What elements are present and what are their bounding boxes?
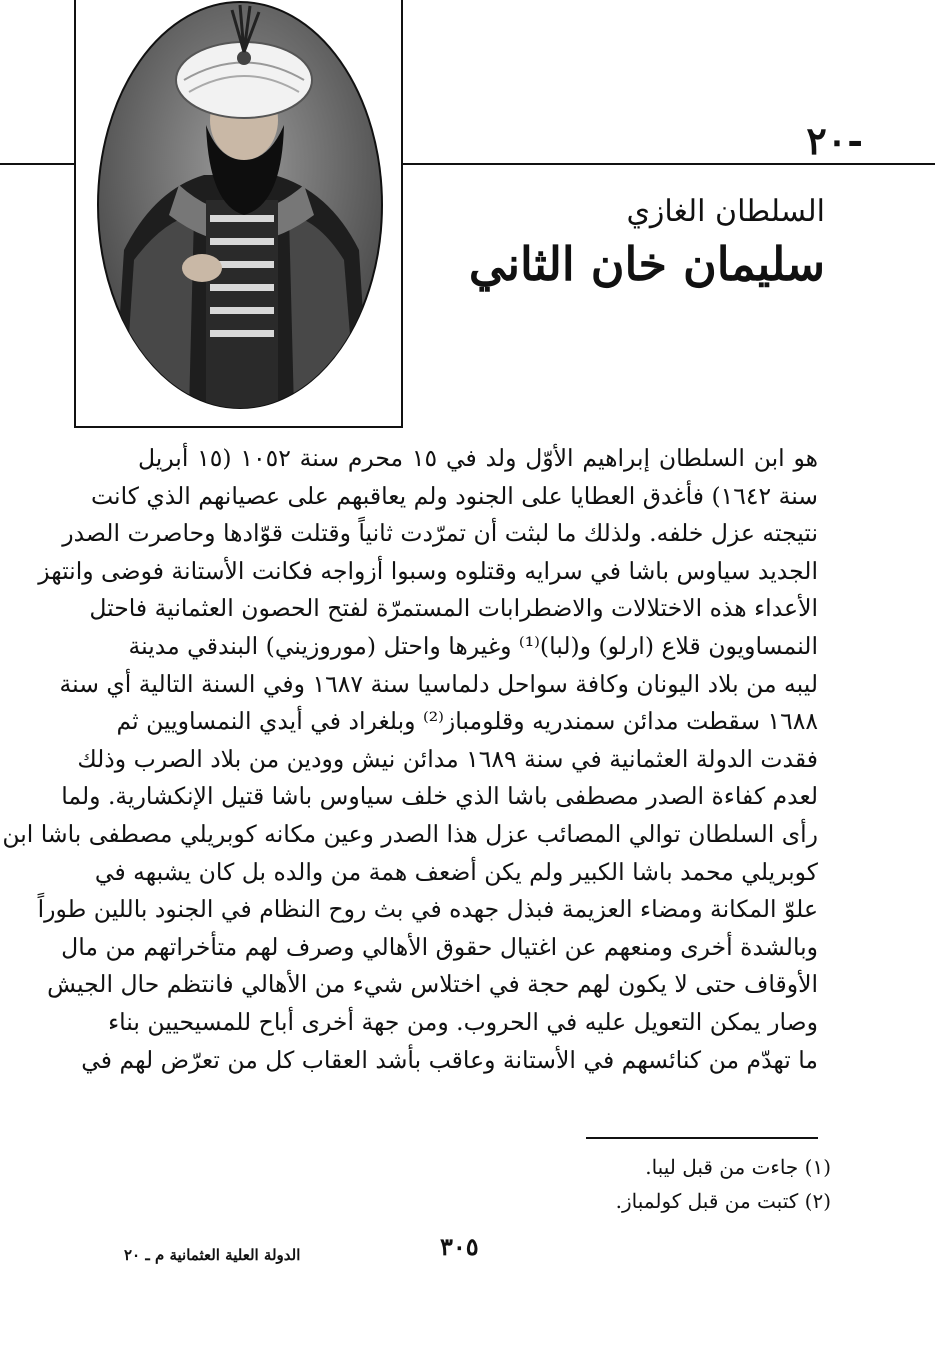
body-line: كوبريلي محمد باشا الكبير ولم يكن أضعف همة من والده بل كان يشبهه في [94,857,818,886]
title-line-1: السلطان الغازي [626,194,825,229]
body-line: وبالشدة أخرى ومنعهم عن اغتيال حقوق الأهالي وصرف لهم متأخراتهم من مال [61,932,818,961]
portrait-frame [74,0,403,428]
body-line: هو ابن السلطان إبراهيم الأوّل ولد في ١٥ محرم سنة ١٠٥٢ (١٥ أبريل [138,444,819,472]
header-rule-right [403,163,935,165]
footnotes [616,1150,831,1218]
chapter-number: -٢٠ [806,118,863,163]
body-line: نتيجته عزل خلفه. ولذلك ما لبثت أن تمرّدت ثانياً وقتلت قوّادها وحاصرت الصدر [62,519,818,548]
body-line: ما تهدّم من كنائسهم في الأستانة وعاقب بأشد العقاب كل من تعرّض لهم في [81,1045,818,1074]
title-line-2: سليمان خان الثاني [468,237,825,291]
body-line: وصار يمكن التعويل عليه في الحروب. ومن جهة أخرى أباح للمسيحيين بناء [108,1007,818,1036]
body-line: الجديد سياوس باشا في سرايه وقتلوه وسبوا أزواجه فكانت الأستانة فوضى وانتهز [38,556,818,585]
body-line: فقدت الدولة العثمانية في سنة ١٦٨٩ مدائن نيش وودين من بلاد الصرب وذلك [77,744,818,773]
body-line: لعدم كفاءة الصدر مصطفى باشا الذي خلف سياوس باشا قتيل الإنكشارية. ولما [61,782,818,811]
footnote-1: (١) جاءت من قبل ليبا. [645,1155,831,1179]
body-line: ١٦٨٨ سقطت مدائن سمندريه وقلومباز⁽²⁾ وبلغراد في أيدي النمساويين ثم [116,707,818,736]
sultan-portrait-image [94,0,387,410]
body-line: ليبه من بلاد اليونان وكافة سواحل دلماسيا سنة ١٦٨٧ وفي السنة التالية أي سنة [59,669,818,698]
footnote-rule [586,1137,818,1139]
chapter-title [469,192,825,296]
header-rule-left [0,163,74,165]
body-line: الأوقاف حتى لا يكون لهم حجة في اختلاس شيء من الأهالي فانتظم حال الجيش [47,970,818,999]
footnote-2: (٢) كتبت من قبل كولمباز. [615,1189,831,1213]
page-number: ٣٠٥ [440,1232,479,1261]
body-line: سنة ١٦٤٢) فأغدق العطايا على الجنود ولم يعاقبهم على عصيانهم الذي كانت [90,481,818,510]
body-text [2,440,819,1079]
running-footer: الدولة العلية العثمانية م ـ ٢٠ [124,1246,301,1264]
body-line: رأى السلطان توالي المصائب عزل هذا الصدر وعين مكانه كوبريلي مصطفى باشا ابن [2,819,818,848]
body-line: علوّ المكانة ومضاء العزيمة فبذل جهده في بث روح النظام في الجنود باللين طوراً [37,895,818,924]
body-line: النمساويون قلاع (ارلو) و(لبا)⁽¹⁾ وغيرها واحتل (موروزيني) البندقي مدينة [128,631,818,660]
body-line: الأعداء هذه الاختلالات والاضطرابات المستمرّة لفتح الحصون العثمانية فاحتل [89,594,818,623]
